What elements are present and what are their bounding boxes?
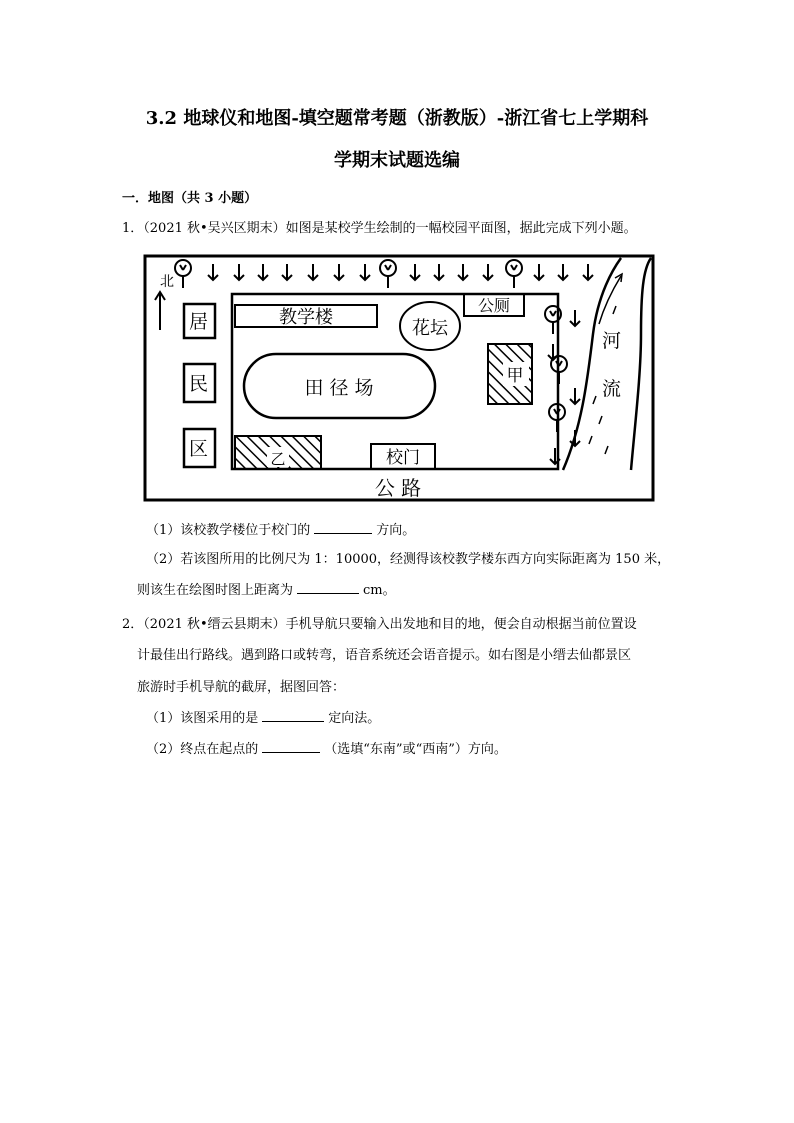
residential-char-3: 区 <box>189 438 209 460</box>
document-title-line2: 学期末试题选编 <box>334 150 460 171</box>
building-jia-label: 甲 <box>506 366 524 386</box>
tree-row-icon <box>175 260 593 288</box>
question-2-sub-1 <box>146 707 380 726</box>
river-char-2: 流 <box>602 378 622 400</box>
q1-sub2-answer-blank[interactable] <box>297 581 359 594</box>
river-char-1: 河 <box>602 330 622 352</box>
teaching-building-label: 教学楼 <box>279 307 333 328</box>
q1-sub1-text-after: 方向。 <box>376 523 416 538</box>
q1-sub2-text-after: cm。 <box>363 583 396 598</box>
document-title-line1: 3.2 地球仪和地图-填空题常考题（浙教版）-浙江省七上学期科 <box>145 108 649 129</box>
q2-sub2-text-after: （选填“东南”或“西南”）方向。 <box>324 742 507 757</box>
road-label: 公 路 <box>374 476 422 500</box>
residential-char-1: 居 <box>189 311 209 333</box>
river <box>563 258 651 470</box>
section-heading: 一．地图（共 3 小题） <box>122 191 258 206</box>
school-gate-label: 校门 <box>386 448 420 468</box>
question-1-sub-2-cont <box>137 579 396 598</box>
north-label: 北 <box>160 274 174 290</box>
q2-sub1-text-before: （1）该图采用的是 <box>146 711 259 726</box>
q1-sub1-text-before: （1）该校教学楼位于校门的 <box>146 523 311 538</box>
campus-map <box>143 254 655 502</box>
sports-track-label: 田 径 场 <box>304 377 374 399</box>
q1-sub2-text-before: 则该生在绘图时图上距离为 <box>137 583 294 598</box>
river-flow-icon <box>589 274 622 454</box>
toilet-label: 公厕 <box>477 296 511 315</box>
residential-char-2: 民 <box>189 373 209 395</box>
north-arrow-icon <box>155 292 165 330</box>
flower-bed-label: 花坛 <box>412 318 448 339</box>
question-1-sub-2: （2）若该图所用的比例尺为 1：10000，经测得该校教学楼东西方向实际距离为 150 米， <box>146 552 671 567</box>
q2-sub1-answer-blank[interactable] <box>262 709 324 722</box>
question-1-sub-1 <box>146 519 415 538</box>
q1-sub1-answer-blank[interactable] <box>314 521 372 534</box>
question-1-stem: 1．（2021 秋•吴兴区期末）如图是某校学生绘制的一幅校园平面图，据此完成下列小题。 <box>122 221 637 236</box>
question-2-stem-line3: 旅游时手机导航的截屏，据图回答： <box>137 680 346 695</box>
question-2-stem-line2: 计最佳出行路线。遇到路口或转弯，语音系统还会语音提示。如右图是小缙去仙都景区 <box>137 648 632 663</box>
q2-sub2-answer-blank[interactable] <box>262 740 320 753</box>
building-yi-label: 乙 <box>270 450 286 468</box>
q2-sub2-text-before: （2）终点在起点的 <box>146 742 259 757</box>
q2-sub1-text-after: 定向法。 <box>328 711 381 726</box>
question-2-sub-2 <box>146 738 507 757</box>
question-2-stem-line1: 2．（2021 秋•缙云县期末）手机导航只要输入出发地和目的地，便会自动根据当前位置设 <box>122 617 637 632</box>
